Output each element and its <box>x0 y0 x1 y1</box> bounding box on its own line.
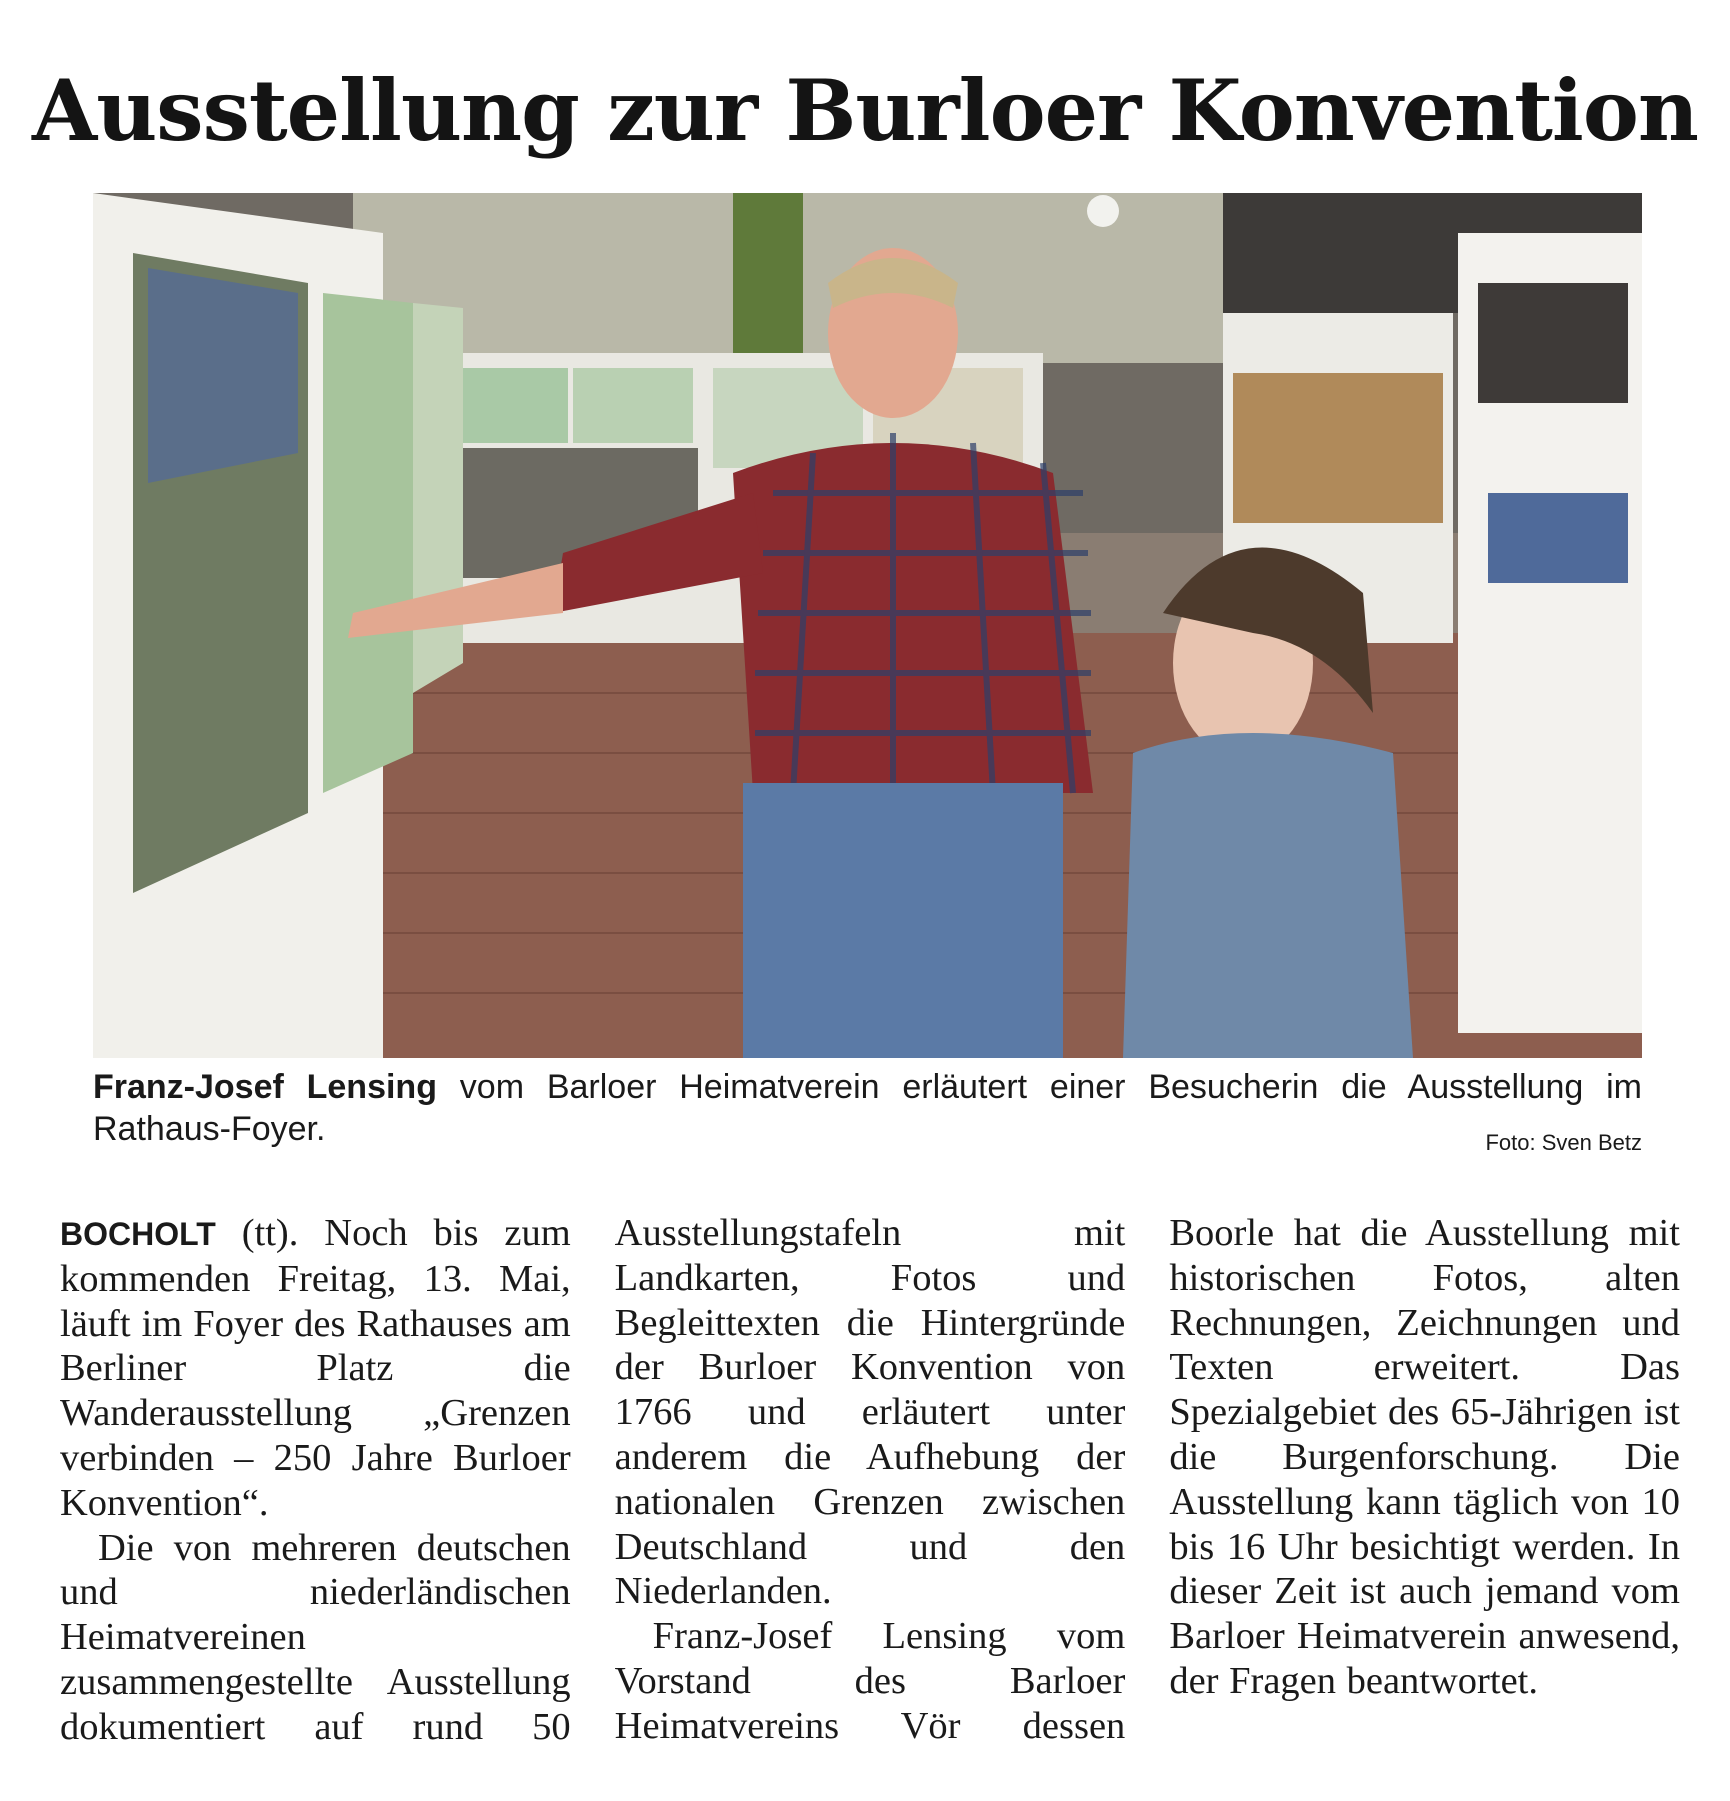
photo-caption <box>93 1066 1642 1150</box>
caption-text: vom Barloer Heimatverein erläutert einer Besucherin die Ausstellung im Rathaus-Foyer. <box>93 1068 1643 1148</box>
paragraph-3: Franz-Josef Lensing vom Vorstand des Barloer Heimatvereins Vör dessen Boorle hat die Ausstellung mit historischen Fotos, alten Rechnungen, Zeichnungen und Texten erweitert. Das Spezialgebiet des 65-Jährigen ist die Burgenforschung. Die Ausstellung kann täglich von 10 bis 16 Uhr besichtigt werden. In dieser Zeit ist auch jemand vom Barloer Heimatverein anwesend, der Fragen beantwortet. <box>614 1212 1680 1747</box>
article-body <box>60 1211 1680 1771</box>
photo-credit: Foto: Sven Betz <box>1485 1130 1642 1155</box>
paragraph-2: Die von mehreren deutschen und niederländischen Heimatvereinen zusammengestellte Ausstellung dokumentiert auf rund 50 Ausstellungstafeln mit Landkarten, Fotos und Begleittexten die Hintergründe der Burloer Konvention von 1766 und erläutert unter anderem die Aufhebung der nationalen Grenzen zwischen Deutschland und den Niederlanden. <box>60 1212 1126 1748</box>
caption-name: Franz-Josef Lensing <box>93 1068 437 1106</box>
dateline: BOCHOLT <box>60 1216 216 1252</box>
paragraph-1 <box>60 1211 571 1526</box>
headline: Ausstellung zur Burloer Konvention <box>32 61 1698 160</box>
exhibition-photo <box>93 193 1642 1058</box>
paragraph-1-text: (tt). Noch bis zum kommenden Freitag, 13. Mai, läuft im Foyer des Rathauses am Berliner Platz die Wanderausstellung „Grenzen verbinden – 250 Jahre Burloer Konvention“. <box>60 1212 571 1524</box>
